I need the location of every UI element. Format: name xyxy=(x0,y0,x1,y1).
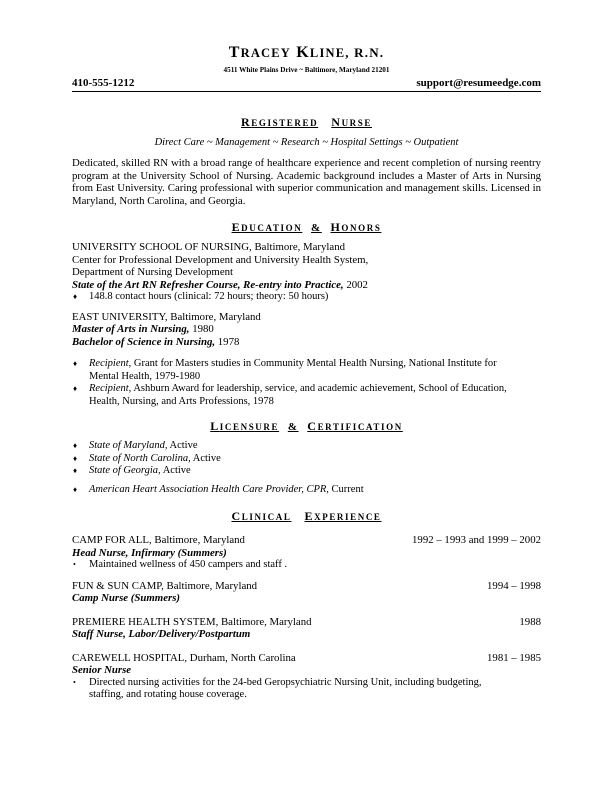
job-dates: 1994 – 1998 xyxy=(487,579,541,592)
job-employer: CAREWELL HOSPITAL, Durham, North Carolina xyxy=(72,651,296,664)
degree-masters: Master of Arts in Nursing, 1980 xyxy=(72,323,214,335)
degree-bachelors: Bachelor of Science in Nursing, 1978 xyxy=(72,335,240,348)
education-school-2 xyxy=(72,311,541,349)
job-premiere-health xyxy=(72,616,541,641)
job-title: Head Nurse, Infirmary (Summers) xyxy=(72,546,227,559)
education-school-1 xyxy=(72,241,541,304)
job-dates: 1981 – 1985 xyxy=(487,651,541,664)
school-1-dept: Center for Professional Development and University Health System, xyxy=(72,253,369,266)
job-employer: FUN & SUN CAMP, Baltimore, Maryland xyxy=(72,579,258,592)
email-address[interactable]: support@resumeedge.com xyxy=(416,77,541,89)
objective-tagline: Direct Care ~ Management ~ Research ~ Hospital Settings ~ Outpatient xyxy=(154,137,459,148)
professional-summary: Dedicated, skilled RN with a broad range of healthcare experience and recent completion of nursing reentry program at the University School of Nursing. Academic background includes a Master of Arts in Nursing from East University. Caring professional with superior communication and management skills. Licensed in Maryland, North Carolina, and Georgia. xyxy=(72,157,541,207)
job-employer: PREMIERE HEALTH SYSTEM, Baltimore, Maryland xyxy=(72,615,312,628)
candidate-name: TRACEY KLINE, R.N. xyxy=(228,44,385,61)
job-title: Camp Nurse (Summers) xyxy=(72,592,180,604)
list-item: ♦ State of Georgia, Active xyxy=(73,465,191,476)
honors-list xyxy=(72,358,541,408)
licensure-list xyxy=(72,440,541,496)
job-title: Senior Nurse xyxy=(72,664,132,676)
list-item: ♦ Recipient, Grant for Masters studies in Community Mental Health Nursing, National Institute for Mental Health, 1979-1980 xyxy=(73,358,497,382)
list-item: ♦ Recipient, Ashburn Award for leadership, service, and academic achievement, School of Education, Health, Nursing, and Arts Professions, 1978 xyxy=(73,383,507,407)
list-item: • Directed nursing activities for the 24-bed Geropsychiatric Nursing Unit, including budgeting, staffing, and rotating house coverage. xyxy=(73,676,482,700)
school-1-name: UNIVERSITY SCHOOL OF NURSING, Baltimore, Maryland xyxy=(72,241,346,253)
job-title: Staff Nurse, Labor/Delivery/Postpartum xyxy=(72,628,251,640)
job-dates: 1988 xyxy=(519,615,541,628)
education-heading: EDUCATION & HONORS xyxy=(231,220,382,234)
school-2-name: EAST UNIVERSITY, Baltimore, Maryland xyxy=(72,310,261,323)
resume-page xyxy=(72,40,541,702)
licensure-heading: LICENSURE & CERTIFICATION xyxy=(210,419,403,433)
phone-number: 410-555-1212 xyxy=(72,77,135,89)
list-item: ♦ 148.8 contact hours (clinical: 72 hours; theory: 50 hours) xyxy=(73,291,329,302)
job-employer: CAMP FOR ALL, Baltimore, Maryland xyxy=(72,534,245,546)
list-item: ♦ State of Maryland, Active xyxy=(73,440,198,451)
contact-row xyxy=(72,77,541,92)
experience-heading: CLINICAL EXPERIENCE xyxy=(231,509,382,523)
objective-heading: REGISTERED NURSE xyxy=(241,115,372,129)
school-1-course: State of the Art RN Refresher Course, Re-entry into Practice, 2002 xyxy=(72,278,368,291)
school-1-subdept: Department of Nursing Development xyxy=(72,266,234,278)
list-item: • Maintained wellness of 450 campers and staff . xyxy=(73,559,288,570)
job-carewell-hospital xyxy=(72,652,541,702)
job-fun-sun-camp xyxy=(72,580,541,605)
list-item: ♦ State of North Carolina, Active xyxy=(73,452,221,464)
job-camp-for-all xyxy=(72,534,541,572)
address-line: 4511 White Plains Drive ~ Baltimore, Maryland 21201 xyxy=(223,66,390,74)
list-item: ♦ American Heart Association Health Care Provider, CPR, Current xyxy=(73,483,364,495)
job-dates: 1992 – 1993 and 1999 – 2002 xyxy=(412,534,541,546)
